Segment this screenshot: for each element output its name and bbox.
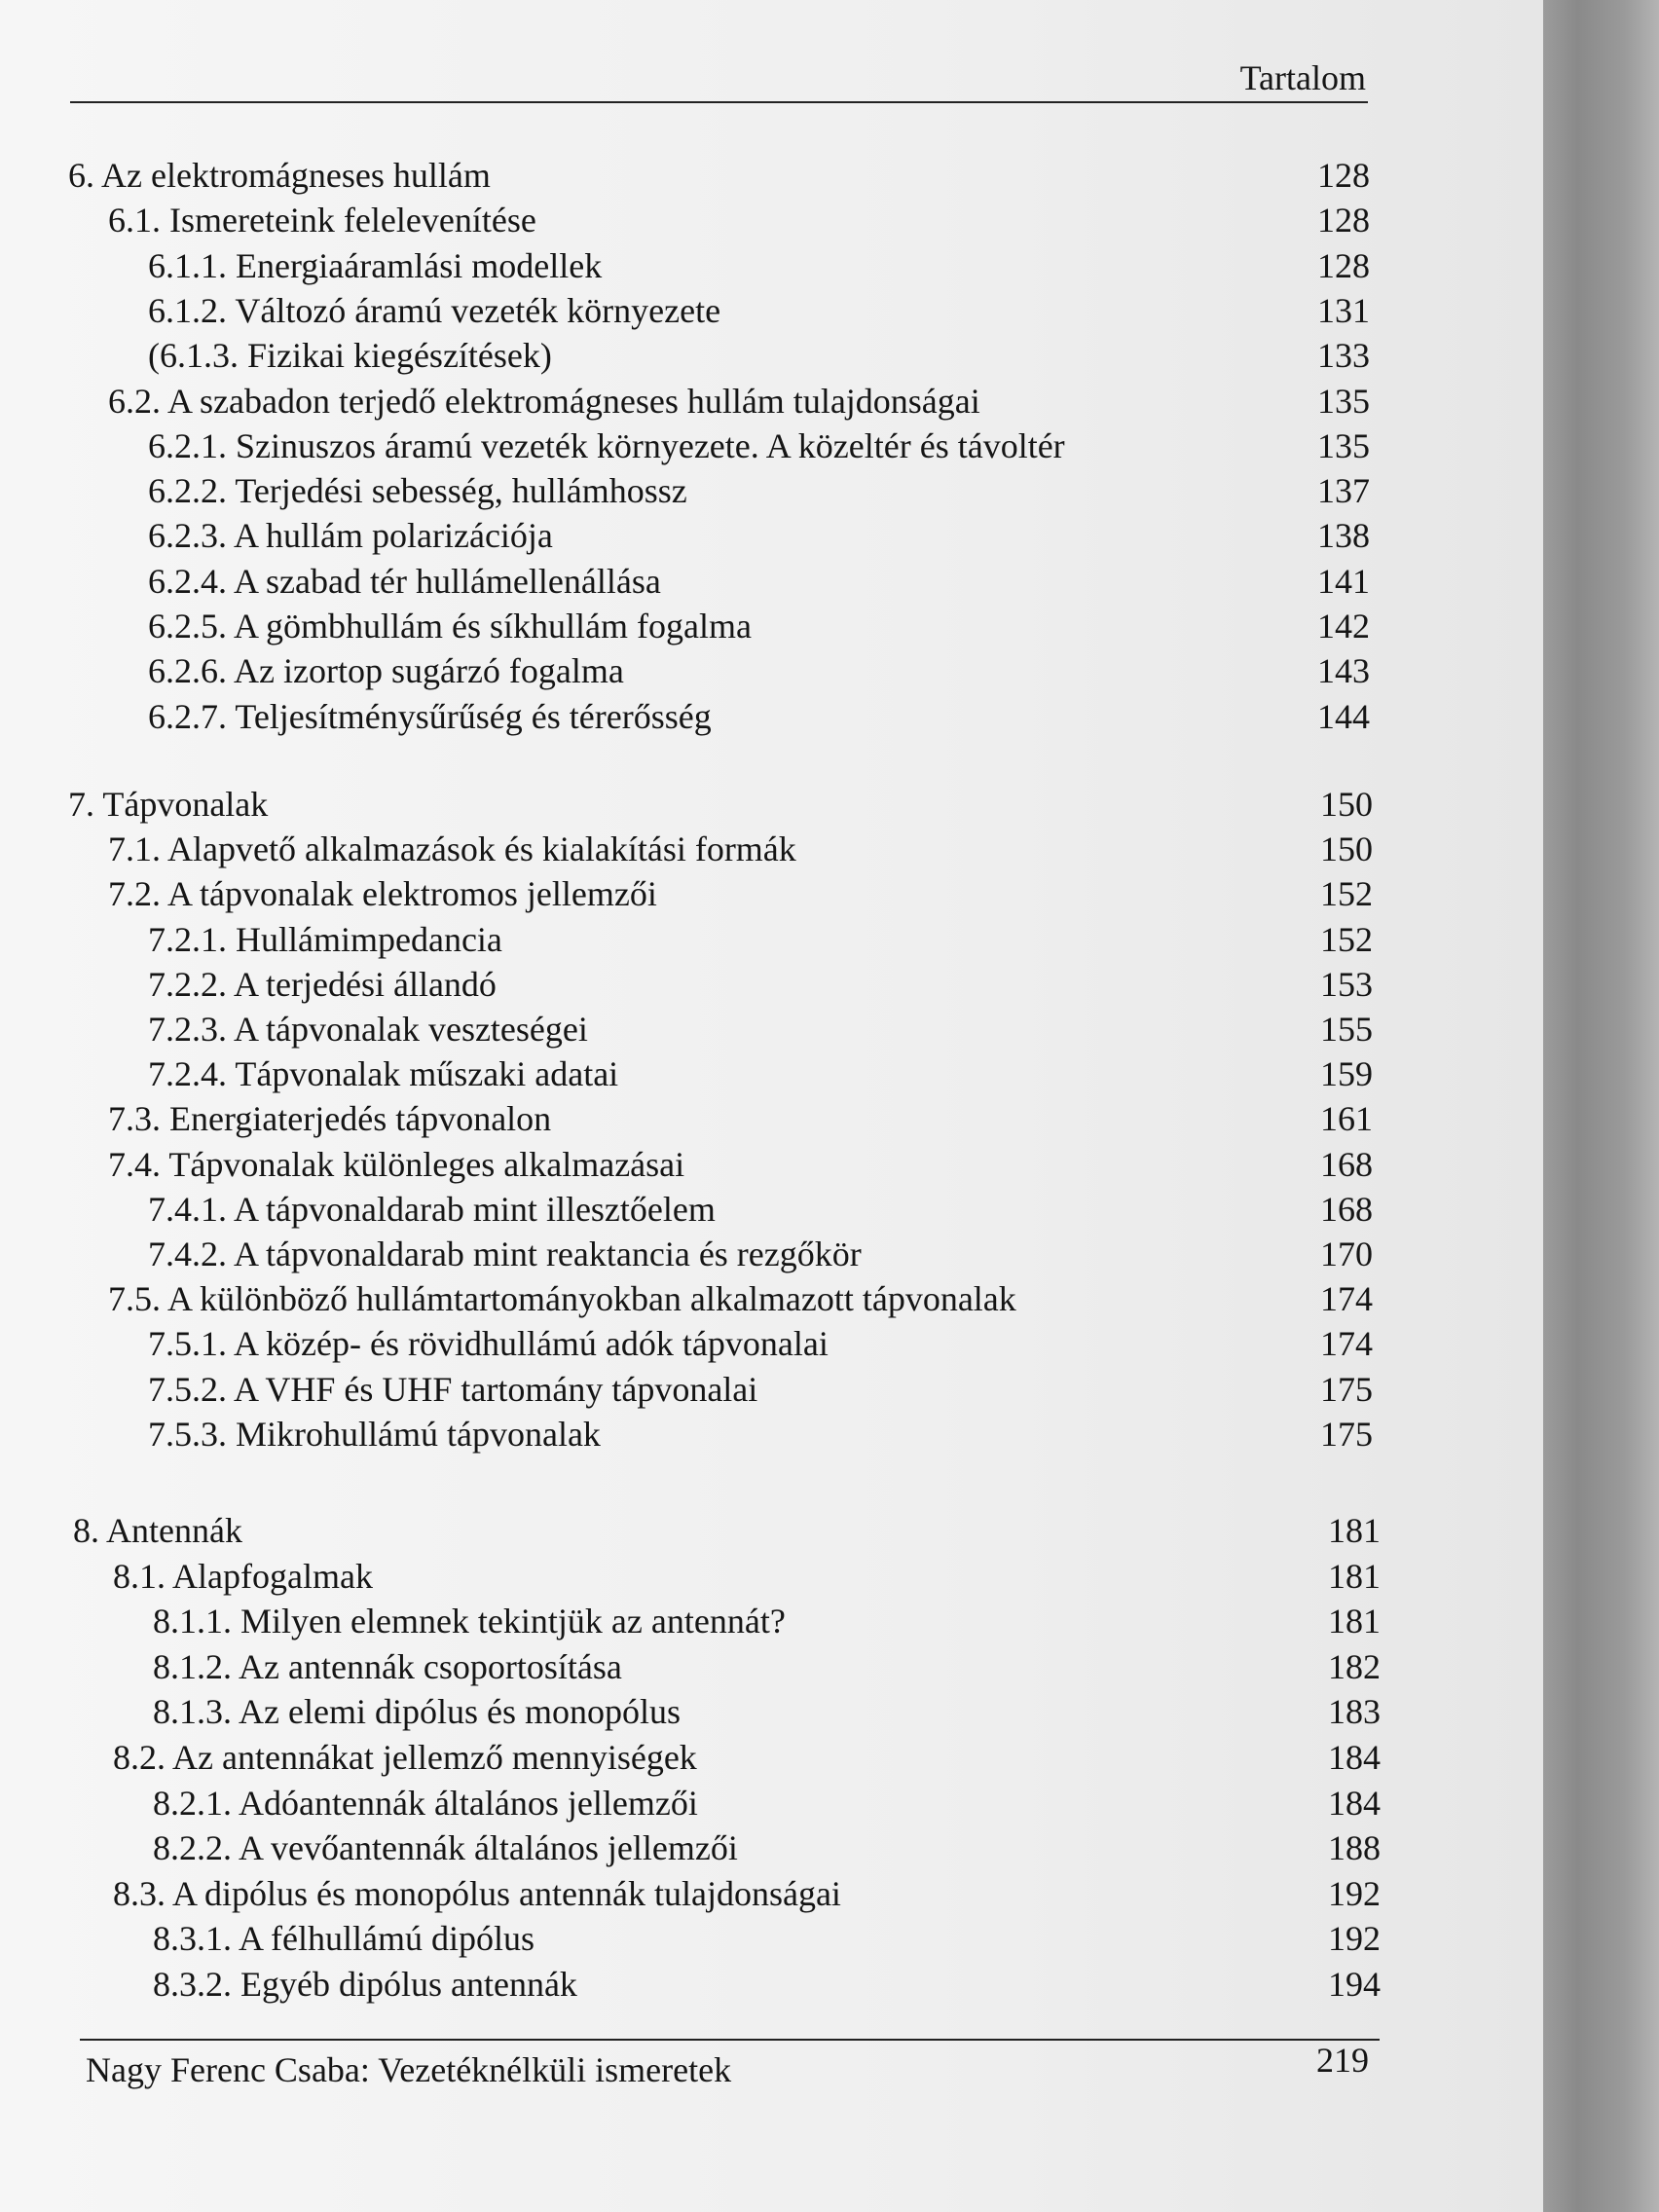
toc-entry xyxy=(0,1413,1548,1456)
toc-entry xyxy=(0,1826,1548,1869)
toc-entry-page: 142 xyxy=(1317,607,1370,645)
toc-entry-page: 144 xyxy=(1317,696,1370,736)
toc-entry-page: 182 xyxy=(1328,1646,1381,1686)
toc-entry-page: 181 xyxy=(1328,1602,1381,1641)
toc-entry-page: 174 xyxy=(1320,1279,1373,1319)
toc-entry xyxy=(0,1782,1548,1825)
toc-entry xyxy=(0,1097,1548,1140)
toc-entry xyxy=(0,1368,1548,1411)
toc-entry-title: 7.5. A különböző hullámtartományokban alkalmazott tápvonalak xyxy=(108,1279,1016,1319)
toc-entry-page: 175 xyxy=(1320,1369,1373,1409)
toc-entry xyxy=(0,649,1548,692)
toc-entry xyxy=(0,514,1548,557)
toc-entry-page: 150 xyxy=(1320,785,1373,824)
toc-entry xyxy=(0,1645,1548,1688)
toc-entry xyxy=(0,1736,1548,1779)
toc-entry-title: 7.2.1. Hullámimpedancia xyxy=(148,919,502,959)
toc-entry-page: 168 xyxy=(1320,1189,1373,1229)
toc-entry-title: 8. Antennák xyxy=(73,1511,242,1550)
toc-entry xyxy=(0,872,1548,915)
toc-entry-page: 153 xyxy=(1320,964,1373,1004)
toc-entry-page: 152 xyxy=(1320,874,1373,914)
toc-entry-title: 6.1. Ismereteink felelevenítése xyxy=(108,201,536,240)
footer-rule xyxy=(80,2039,1380,2041)
toc-entry-page: 159 xyxy=(1320,1054,1373,1094)
toc-entry xyxy=(0,1917,1548,1960)
toc-entry xyxy=(0,469,1548,512)
toc-entry-page: 184 xyxy=(1328,1783,1381,1823)
toc-entry-page: 194 xyxy=(1328,1965,1381,2004)
toc-entry-page: 188 xyxy=(1328,1828,1381,1868)
toc-entry-title: 7.2.4. Tápvonalak műszaki adatai xyxy=(148,1054,619,1094)
toc-entry-page: 143 xyxy=(1317,651,1370,691)
toc-entry-page: 175 xyxy=(1320,1414,1373,1454)
toc-entry-title: 8.3. A dipólus és monopólus antennák tulajdonságai xyxy=(113,1873,841,1913)
toc-entry-title: 8.1.2. Az antennák csoportosítása xyxy=(153,1646,622,1686)
toc-entry-page: 138 xyxy=(1317,516,1370,556)
page-shadow-edge xyxy=(1543,0,1659,2212)
toc-entry xyxy=(0,1052,1548,1095)
toc-entry-title: 7.2.3. A tápvonalak veszteségei xyxy=(148,1010,588,1049)
toc-entry-title: 7. Tápvonalak xyxy=(68,785,269,824)
toc-entry-page: 131 xyxy=(1317,290,1370,330)
toc-entry-page: 192 xyxy=(1328,1873,1381,1913)
toc-entry xyxy=(0,1143,1548,1186)
toc-entry-title: (6.1.3. Fizikai kiegészítések) xyxy=(148,336,552,376)
toc-entry-title: 8.3.2. Egyéb dipólus antennák xyxy=(153,1965,577,2004)
toc-entry-title: 7.2.2. A terjedési állandó xyxy=(148,964,497,1004)
toc-entry-title: 7.4.2. A tápvonaldarab mint reaktancia és rezgőkör xyxy=(148,1235,862,1273)
footer-book-title: Nagy Ferenc Csaba: Vezetéknélküli ismeretek xyxy=(86,2050,732,2089)
toc-entry xyxy=(0,1322,1548,1365)
toc-entry-title: 6.2. A szabadon terjedő elektromágneses hullám tulajdonságai xyxy=(108,381,980,421)
toc-entry-page: 137 xyxy=(1317,471,1370,511)
toc-entry-page: 155 xyxy=(1320,1010,1373,1049)
toc-entry-title: 6.2.3. A hullám polarizációja xyxy=(148,516,553,556)
toc-entry-title: 6. Az elektromágneses hullám xyxy=(68,156,491,195)
toc-entry-page: 152 xyxy=(1320,919,1373,959)
toc-entry xyxy=(0,1188,1548,1231)
toc-entry xyxy=(0,154,1548,197)
toc-entry-title: 7.5.3. Mikrohullámú tápvonalak xyxy=(148,1414,601,1454)
toc-entry-title: 8.3.1. A félhullámú dipólus xyxy=(153,1919,535,1959)
toc-entry xyxy=(0,289,1548,332)
toc-entry-page: 184 xyxy=(1328,1738,1381,1777)
toc-entry xyxy=(0,1555,1548,1598)
toc-entry xyxy=(0,1509,1548,1552)
toc-entry-title: 6.2.1. Szinuszos áramú vezeték környezete. A közeltér és távoltér xyxy=(148,425,1065,465)
toc-entry xyxy=(0,560,1548,603)
toc-entry-title: 7.4. Tápvonalak különleges alkalmazásai xyxy=(108,1144,685,1184)
toc-entry xyxy=(0,244,1548,287)
toc-entry xyxy=(0,1963,1548,2006)
toc-entry-title: 7.2. A tápvonalak elektromos jellemzői xyxy=(108,874,657,914)
toc-entry xyxy=(0,918,1548,961)
toc-entry xyxy=(0,334,1548,377)
toc-entry-title: 7.3. Energiaterjedés tápvonalon xyxy=(108,1099,552,1139)
toc-entry xyxy=(0,963,1548,1006)
toc-entry-title: 8.1.1. Milyen elemnek tekintjük az antennát? xyxy=(153,1602,786,1641)
toc-entry-page: 192 xyxy=(1328,1919,1381,1959)
toc-entry-page: 174 xyxy=(1320,1324,1373,1364)
toc-entry-title: 6.1.1. Energiaáramlási modellek xyxy=(148,245,603,285)
toc-entry-page: 135 xyxy=(1317,381,1370,421)
toc-entry-page: 128 xyxy=(1317,156,1370,195)
toc-entry xyxy=(0,695,1548,738)
toc-entry xyxy=(0,380,1548,423)
toc-entry-page: 133 xyxy=(1317,336,1370,376)
toc-entry xyxy=(0,1233,1548,1275)
toc-entry-page: 183 xyxy=(1328,1692,1381,1732)
toc-entry-title: 6.2.2. Terjedési sebesség, hullámhossz xyxy=(148,471,687,511)
toc-entry-title: 8.2. Az antennákat jellemző mennyiségek xyxy=(113,1738,697,1777)
toc-entry-title: 6.1.2. Változó áramú vezeték környezete xyxy=(148,290,721,330)
toc-entry-title: 8.1. Alapfogalmak xyxy=(113,1556,373,1596)
toc-entry xyxy=(0,1872,1548,1915)
toc-entry xyxy=(0,783,1548,826)
toc-entry-page: 128 xyxy=(1317,245,1370,285)
toc-entry xyxy=(0,424,1548,467)
toc-entry-title: 6.2.5. A gömbhullám és síkhullám fogalma xyxy=(148,607,752,645)
toc-entry xyxy=(0,1277,1548,1320)
toc-entry-page: 181 xyxy=(1328,1511,1381,1550)
toc-entry xyxy=(0,828,1548,870)
toc-entry-title: 6.2.6. Az izortop sugárzó fogalma xyxy=(148,651,624,691)
toc-entry-page: 181 xyxy=(1328,1556,1381,1596)
toc-entry xyxy=(0,605,1548,647)
footer-page-number: 219 xyxy=(1316,2041,1369,2080)
toc-entry-title: 7.1. Alapvető alkalmazások és kialakítási formák xyxy=(108,830,796,869)
toc-entry-title: 6.2.4. A szabad tér hullámellenállása xyxy=(148,561,661,601)
toc-entry-page: 141 xyxy=(1317,561,1370,601)
toc-entry-title: 7.5.2. A VHF és UHF tartomány tápvonalai xyxy=(148,1369,758,1409)
toc-entry-page: 168 xyxy=(1320,1144,1373,1184)
toc-entry-title: 8.1.3. Az elemi dipólus és monopólus xyxy=(153,1692,681,1732)
toc-entry xyxy=(0,1008,1548,1051)
toc-entry-page: 170 xyxy=(1320,1235,1373,1273)
toc-entry-page: 128 xyxy=(1317,201,1370,240)
toc-entry-page: 161 xyxy=(1320,1099,1373,1139)
toc-entry-title: 8.2.1. Adóantennák általános jellemzői xyxy=(153,1783,698,1823)
toc-entry xyxy=(0,1690,1548,1733)
toc-entry xyxy=(0,1600,1548,1642)
toc-entry-title: 6.2.7. Teljesítménysűrűség és térerősség xyxy=(148,696,712,736)
toc-entry xyxy=(0,199,1548,241)
toc-entry-title: 8.2.2. A vevőantennák általános jellemzői xyxy=(153,1828,738,1868)
toc-entry-page: 150 xyxy=(1320,830,1373,869)
running-head: Tartalom xyxy=(1239,58,1366,97)
toc-entry-title: 7.5.1. A közép- és rövidhullámú adók tápvonalai xyxy=(148,1324,829,1364)
toc-entry-page: 135 xyxy=(1317,425,1370,465)
toc-entry-title: 7.4.1. A tápvonaldarab mint illesztőelem xyxy=(148,1189,716,1229)
